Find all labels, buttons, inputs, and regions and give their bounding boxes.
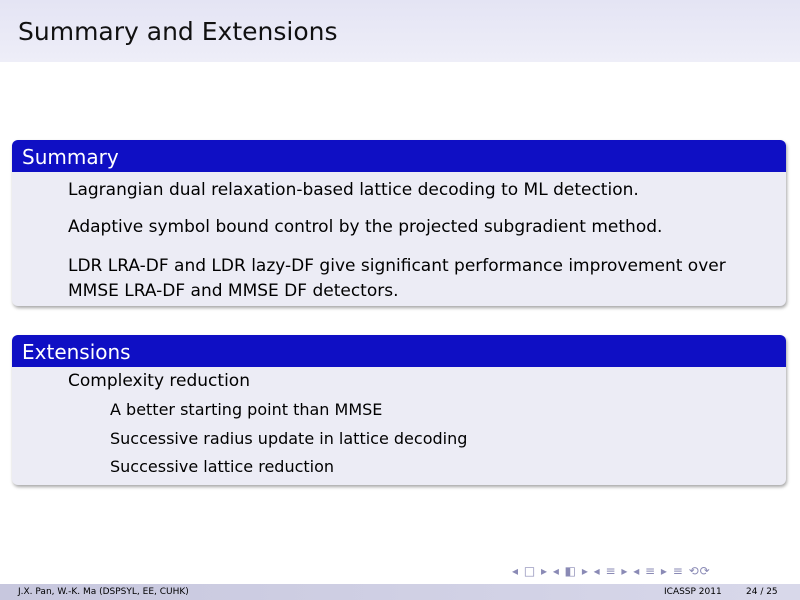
- extensions-item-complexity: Complexity reduction: [68, 371, 250, 391]
- footer-page-number: 24 / 25: [746, 587, 778, 597]
- extensions-subitem-1: A better starting point than MMSE: [110, 400, 383, 419]
- summary-block-body: [12, 172, 786, 306]
- summary-item-1: Lagrangian dual relaxation-based lattice decoding to ML detection.: [68, 180, 639, 200]
- slide-title: Summary and Extensions: [18, 17, 338, 46]
- summary-item-2: Adaptive symbol bound control by the projected subgradient method.: [68, 217, 663, 237]
- navigation-symbols[interactable]: ◂ □ ▸ ◂ ◧ ▸ ◂ ≡ ▸ ◂ ≡ ▸ ≡ ⟲⟳: [512, 564, 711, 578]
- summary-item-3: LDR LRA-DF and LDR lazy-DF give significant performance improvement over MMSE LRA-DF and MMSE DF detectors.: [68, 256, 726, 301]
- footer-bar: [0, 584, 800, 600]
- footer-conference: ICASSP 2011: [664, 587, 722, 597]
- extensions-block-title: Extensions: [12, 335, 786, 367]
- extensions-block: [12, 335, 786, 485]
- summary-block: [12, 140, 786, 306]
- footer-authors: J.X. Pan, W.-K. Ma (DSPSYL, EE, CUHK): [18, 587, 189, 597]
- extensions-block-body: [12, 367, 786, 485]
- summary-block-title: Summary: [12, 140, 786, 172]
- extensions-subitem-2: Successive radius update in lattice decoding: [110, 429, 468, 448]
- frame-title-bar: [0, 0, 800, 62]
- extensions-subitem-3: Successive lattice reduction: [110, 457, 335, 476]
